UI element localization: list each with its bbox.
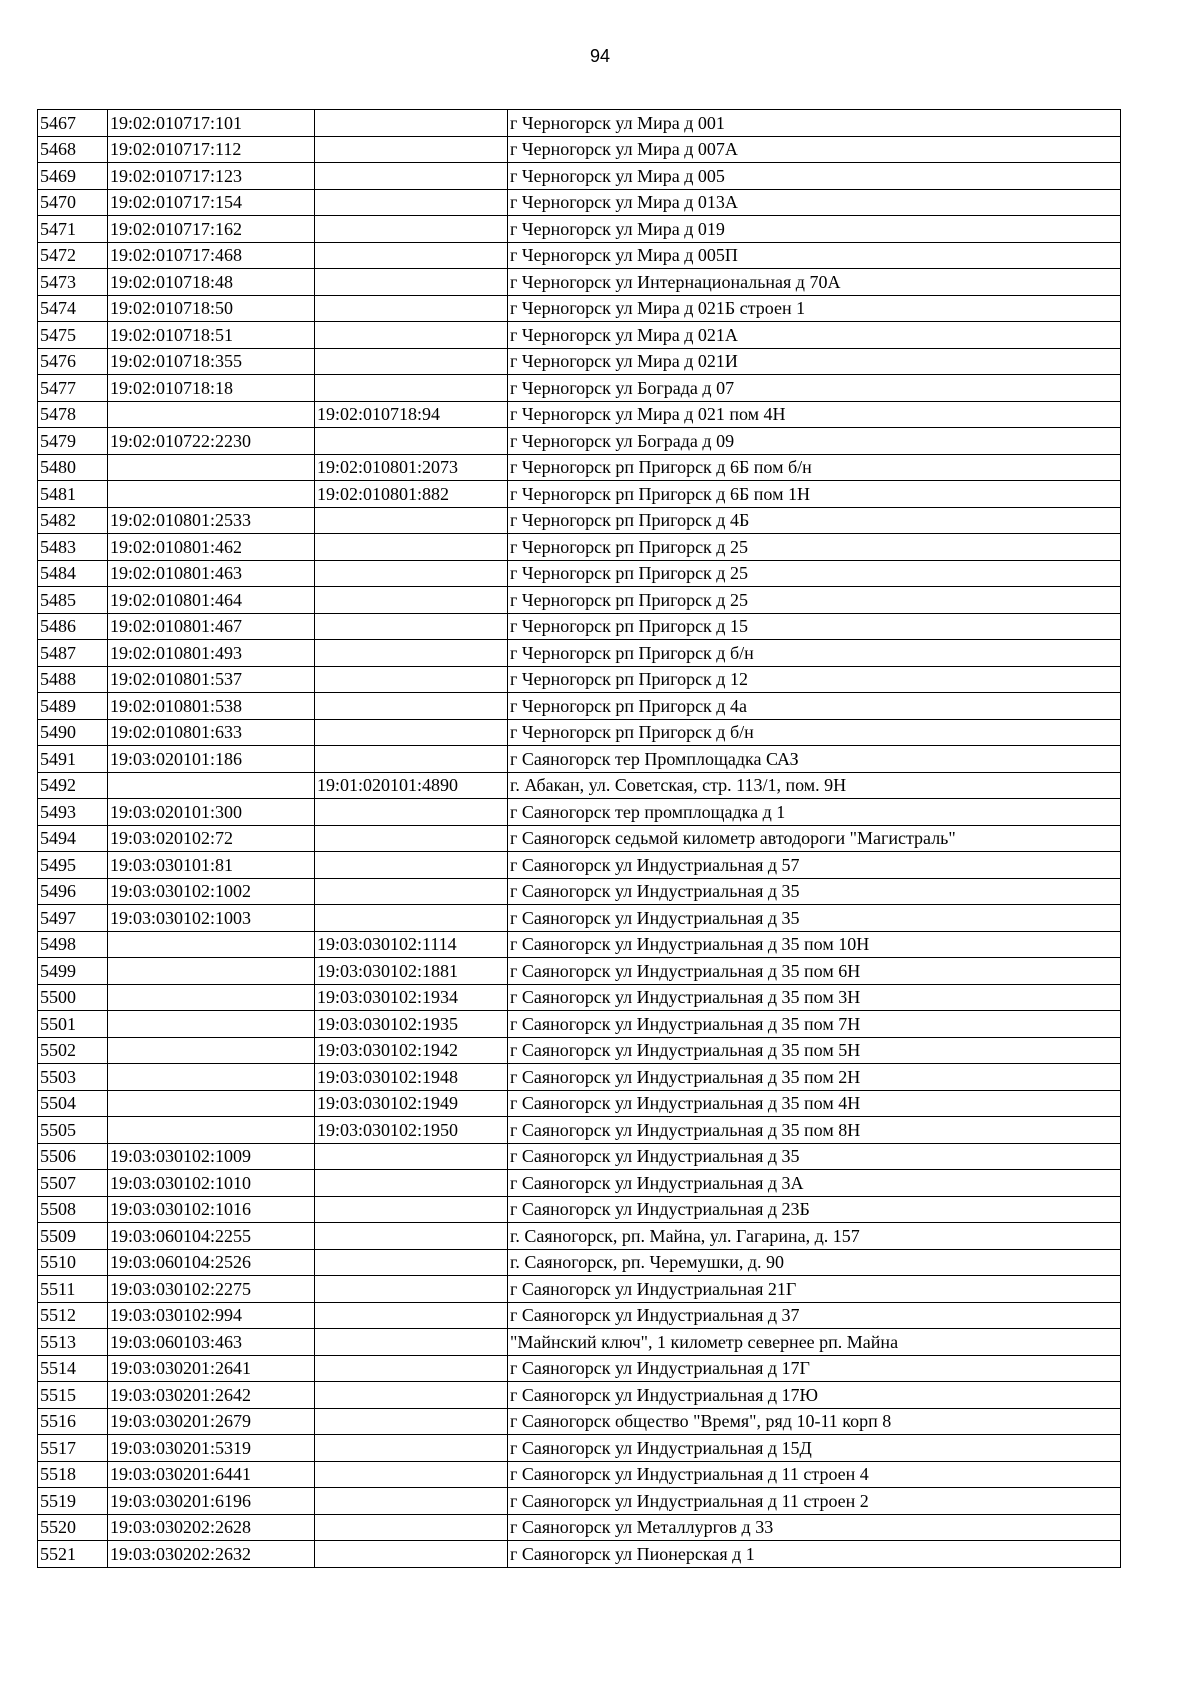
row-number-cell: 5482 xyxy=(38,507,108,534)
building-cadastral-number-cell: 19:03:030102:1942 xyxy=(315,1037,508,1064)
table-row xyxy=(38,1170,1121,1197)
building-cadastral-number-cell xyxy=(315,825,508,852)
address-cell: г Саяногорск ул Индустриальная д 35 пом 5Н xyxy=(508,1037,1121,1064)
building-cadastral-number-cell xyxy=(315,1170,508,1197)
table-row xyxy=(38,136,1121,163)
building-cadastral-number-cell: 19:03:030102:1934 xyxy=(315,984,508,1011)
building-cadastral-number-cell xyxy=(315,136,508,163)
address-cell: г Саяногорск ул Металлургов д 33 xyxy=(508,1514,1121,1541)
building-cadastral-number-cell xyxy=(315,693,508,720)
land-cadastral-number-cell: 19:03:030201:6196 xyxy=(108,1488,315,1515)
table-row xyxy=(38,799,1121,826)
registry-body xyxy=(38,110,1121,1568)
row-number-cell: 5515 xyxy=(38,1382,108,1409)
table-row xyxy=(38,693,1121,720)
table-row xyxy=(38,905,1121,932)
address-cell: г Черногорск рп Пригорск д 4а xyxy=(508,693,1121,720)
land-cadastral-number-cell: 19:02:010718:18 xyxy=(108,375,315,402)
table-row xyxy=(38,1408,1121,1435)
address-cell: г Черногорск ул Мира д 021 пом 4Н xyxy=(508,401,1121,428)
land-cadastral-number-cell: 19:02:010801:538 xyxy=(108,693,315,720)
table-row xyxy=(38,772,1121,799)
address-cell: г Черногорск рп Пригорск д б/н xyxy=(508,719,1121,746)
land-cadastral-number-cell: 19:02:010717:468 xyxy=(108,242,315,269)
row-number-cell: 5489 xyxy=(38,693,108,720)
row-number-cell: 5509 xyxy=(38,1223,108,1250)
land-cadastral-number-cell: 19:03:030102:994 xyxy=(108,1302,315,1329)
row-number-cell: 5500 xyxy=(38,984,108,1011)
building-cadastral-number-cell xyxy=(315,1223,508,1250)
row-number-cell: 5513 xyxy=(38,1329,108,1356)
table-row xyxy=(38,1196,1121,1223)
land-cadastral-number-cell: 19:03:030102:1002 xyxy=(108,878,315,905)
building-cadastral-number-cell xyxy=(315,295,508,322)
building-cadastral-number-cell xyxy=(315,1355,508,1382)
table-row xyxy=(38,481,1121,508)
table-row xyxy=(38,216,1121,243)
building-cadastral-number-cell xyxy=(315,1514,508,1541)
row-number-cell: 5514 xyxy=(38,1355,108,1382)
row-number-cell: 5512 xyxy=(38,1302,108,1329)
row-number-cell: 5517 xyxy=(38,1435,108,1462)
building-cadastral-number-cell xyxy=(315,1488,508,1515)
row-number-cell: 5504 xyxy=(38,1090,108,1117)
building-cadastral-number-cell: 19:03:030102:1950 xyxy=(315,1117,508,1144)
land-cadastral-number-cell xyxy=(108,1064,315,1091)
address-cell: г Саяногорск ул Индустриальная д 35 пом 7Н xyxy=(508,1011,1121,1038)
table-row xyxy=(38,1143,1121,1170)
land-cadastral-number-cell: 19:02:010801:493 xyxy=(108,640,315,667)
row-number-cell: 5510 xyxy=(38,1249,108,1276)
building-cadastral-number-cell xyxy=(315,1541,508,1568)
row-number-cell: 5474 xyxy=(38,295,108,322)
address-cell: г Черногорск ул Мира д 013А xyxy=(508,189,1121,216)
table-row xyxy=(38,587,1121,614)
page-number: 94 xyxy=(589,46,611,66)
row-number-cell: 5518 xyxy=(38,1461,108,1488)
address-cell: г. Саяногорск, рп. Черемушки, д. 90 xyxy=(508,1249,1121,1276)
land-cadastral-number-cell xyxy=(108,958,315,985)
table-row xyxy=(38,958,1121,985)
building-cadastral-number-cell xyxy=(315,1461,508,1488)
row-number-cell: 5472 xyxy=(38,242,108,269)
row-number-cell: 5511 xyxy=(38,1276,108,1303)
building-cadastral-number-cell xyxy=(315,348,508,375)
land-cadastral-number-cell: 19:02:010718:51 xyxy=(108,322,315,349)
row-number-cell: 5516 xyxy=(38,1408,108,1435)
table-row xyxy=(38,1355,1121,1382)
address-cell: г Саяногорск ул Индустриальная д 23Б xyxy=(508,1196,1121,1223)
building-cadastral-number-cell xyxy=(315,375,508,402)
address-cell: г Саяногорск ул Индустриальная д 35 пом 10Н xyxy=(508,931,1121,958)
address-cell: г Черногорск ул Мира д 019 xyxy=(508,216,1121,243)
land-cadastral-number-cell xyxy=(108,984,315,1011)
address-cell: г Черногорск ул Мира д 007А xyxy=(508,136,1121,163)
land-cadastral-number-cell: 19:02:010718:48 xyxy=(108,269,315,296)
row-number-cell: 5488 xyxy=(38,666,108,693)
building-cadastral-number-cell xyxy=(315,560,508,587)
address-cell: г Черногорск ул Интернациональная д 70А xyxy=(508,269,1121,296)
table-row xyxy=(38,507,1121,534)
land-cadastral-number-cell: 19:02:010718:355 xyxy=(108,348,315,375)
building-cadastral-number-cell xyxy=(315,666,508,693)
land-cadastral-number-cell: 19:02:010717:154 xyxy=(108,189,315,216)
table-row xyxy=(38,1064,1121,1091)
row-number-cell: 5503 xyxy=(38,1064,108,1091)
table-row xyxy=(38,719,1121,746)
table-row xyxy=(38,1488,1121,1515)
land-cadastral-number-cell: 19:03:030201:5319 xyxy=(108,1435,315,1462)
row-number-cell: 5478 xyxy=(38,401,108,428)
table-row xyxy=(38,878,1121,905)
building-cadastral-number-cell xyxy=(315,322,508,349)
land-cadastral-number-cell xyxy=(108,772,315,799)
land-cadastral-number-cell: 19:03:030102:2275 xyxy=(108,1276,315,1303)
row-number-cell: 5502 xyxy=(38,1037,108,1064)
building-cadastral-number-cell: 19:03:030102:1949 xyxy=(315,1090,508,1117)
land-cadastral-number-cell: 19:03:030201:2679 xyxy=(108,1408,315,1435)
land-cadastral-number-cell: 19:03:030202:2628 xyxy=(108,1514,315,1541)
row-number-cell: 5481 xyxy=(38,481,108,508)
table-row xyxy=(38,242,1121,269)
row-number-cell: 5496 xyxy=(38,878,108,905)
address-cell: г Саяногорск седьмой километр автодороги "Магистраль" xyxy=(508,825,1121,852)
building-cadastral-number-cell: 19:03:030102:1948 xyxy=(315,1064,508,1091)
table-row xyxy=(38,1541,1121,1568)
address-cell: г Черногорск ул Бограда д 07 xyxy=(508,375,1121,402)
building-cadastral-number-cell xyxy=(315,1329,508,1356)
address-cell: "Майнский ключ", 1 километр севернее рп. Майна xyxy=(508,1329,1121,1356)
table-row xyxy=(38,1011,1121,1038)
row-number-cell: 5497 xyxy=(38,905,108,932)
building-cadastral-number-cell xyxy=(315,613,508,640)
land-cadastral-number-cell: 19:03:030102:1009 xyxy=(108,1143,315,1170)
row-number-cell: 5508 xyxy=(38,1196,108,1223)
address-cell: г Саяногорск тер Промплощадка САЗ xyxy=(508,746,1121,773)
address-cell: г Саяногорск ул Индустриальная д 3А xyxy=(508,1170,1121,1197)
building-cadastral-number-cell xyxy=(315,1408,508,1435)
row-number-cell: 5467 xyxy=(38,110,108,137)
table-row xyxy=(38,1276,1121,1303)
building-cadastral-number-cell: 19:02:010718:94 xyxy=(315,401,508,428)
building-cadastral-number-cell: 19:03:030102:1114 xyxy=(315,931,508,958)
building-cadastral-number-cell xyxy=(315,163,508,190)
address-cell: г Черногорск ул Мира д 005П xyxy=(508,242,1121,269)
building-cadastral-number-cell: 19:02:010801:2073 xyxy=(315,454,508,481)
land-cadastral-number-cell xyxy=(108,454,315,481)
table-row xyxy=(38,984,1121,1011)
row-number-cell: 5521 xyxy=(38,1541,108,1568)
table-row xyxy=(38,1249,1121,1276)
address-cell: г Саяногорск ул Индустриальная 21Г xyxy=(508,1276,1121,1303)
table-row xyxy=(38,560,1121,587)
table-row xyxy=(38,189,1121,216)
land-cadastral-number-cell: 19:03:030201:6441 xyxy=(108,1461,315,1488)
land-cadastral-number-cell: 19:03:020101:186 xyxy=(108,746,315,773)
row-number-cell: 5507 xyxy=(38,1170,108,1197)
building-cadastral-number-cell xyxy=(315,878,508,905)
building-cadastral-number-cell: 19:01:020101:4890 xyxy=(315,772,508,799)
land-cadastral-number-cell xyxy=(108,1090,315,1117)
row-number-cell: 5475 xyxy=(38,322,108,349)
address-cell: г Саяногорск ул Индустриальная д 57 xyxy=(508,852,1121,879)
row-number-cell: 5505 xyxy=(38,1117,108,1144)
land-cadastral-number-cell: 19:03:030102:1003 xyxy=(108,905,315,932)
table-row xyxy=(38,110,1121,137)
address-cell: г Саяногорск ул Индустриальная д 35 xyxy=(508,878,1121,905)
building-cadastral-number-cell xyxy=(315,507,508,534)
land-cadastral-number-cell: 19:02:010801:633 xyxy=(108,719,315,746)
address-cell: г Саяногорск ул Индустриальная д 15Д xyxy=(508,1435,1121,1462)
building-cadastral-number-cell xyxy=(315,1249,508,1276)
address-cell: г Саяногорск тер промплощадка д 1 xyxy=(508,799,1121,826)
address-cell: г Черногорск рп Пригорск д 12 xyxy=(508,666,1121,693)
row-number-cell: 5476 xyxy=(38,348,108,375)
land-cadastral-number-cell xyxy=(108,1037,315,1064)
land-cadastral-number-cell: 19:03:060104:2526 xyxy=(108,1249,315,1276)
land-cadastral-number-cell: 19:03:020101:300 xyxy=(108,799,315,826)
row-number-cell: 5506 xyxy=(38,1143,108,1170)
land-cadastral-number-cell: 19:03:020102:72 xyxy=(108,825,315,852)
row-number-cell: 5486 xyxy=(38,613,108,640)
address-cell: г Саяногорск ул Индустриальная д 35 пом 4Н xyxy=(508,1090,1121,1117)
table-row xyxy=(38,746,1121,773)
table-row xyxy=(38,1090,1121,1117)
building-cadastral-number-cell xyxy=(315,1143,508,1170)
row-number-cell: 5485 xyxy=(38,587,108,614)
address-cell: г Черногорск рп Пригорск д 25 xyxy=(508,560,1121,587)
building-cadastral-number-cell xyxy=(315,905,508,932)
table-row xyxy=(38,931,1121,958)
land-cadastral-number-cell: 19:02:010801:462 xyxy=(108,534,315,561)
land-cadastral-number-cell xyxy=(108,931,315,958)
building-cadastral-number-cell xyxy=(315,110,508,137)
table-row xyxy=(38,454,1121,481)
table-row xyxy=(38,534,1121,561)
address-cell: г Саяногорск ул Индустриальная д 35 пом 6Н xyxy=(508,958,1121,985)
table-row xyxy=(38,1514,1121,1541)
address-cell: г. Абакан, ул. Советская, стр. 113/1, пом. 9Н xyxy=(508,772,1121,799)
table-row xyxy=(38,852,1121,879)
address-cell: г Черногорск рп Пригорск д 6Б пом 1Н xyxy=(508,481,1121,508)
land-cadastral-number-cell: 19:02:010801:467 xyxy=(108,613,315,640)
table-row xyxy=(38,1435,1121,1462)
row-number-cell: 5487 xyxy=(38,640,108,667)
address-cell: г Саяногорск общество "Время", ряд 10-11 корп 8 xyxy=(508,1408,1121,1435)
address-cell: г. Саяногорск, рп. Майна, ул. Гагарина, д. 157 xyxy=(508,1223,1121,1250)
building-cadastral-number-cell xyxy=(315,189,508,216)
row-number-cell: 5499 xyxy=(38,958,108,985)
land-cadastral-number-cell: 19:02:010801:463 xyxy=(108,560,315,587)
building-cadastral-number-cell xyxy=(315,719,508,746)
land-cadastral-number-cell: 19:03:030201:2642 xyxy=(108,1382,315,1409)
row-number-cell: 5484 xyxy=(38,560,108,587)
table-row xyxy=(38,163,1121,190)
table-row xyxy=(38,428,1121,455)
table-row xyxy=(38,640,1121,667)
address-cell: г Черногорск ул Мира д 021Б строен 1 xyxy=(508,295,1121,322)
land-cadastral-number-cell: 19:03:030102:1016 xyxy=(108,1196,315,1223)
table-row xyxy=(38,1382,1121,1409)
row-number-cell: 5477 xyxy=(38,375,108,402)
building-cadastral-number-cell xyxy=(315,587,508,614)
building-cadastral-number-cell xyxy=(315,746,508,773)
table-row xyxy=(38,666,1121,693)
row-number-cell: 5493 xyxy=(38,799,108,826)
building-cadastral-number-cell xyxy=(315,534,508,561)
property-registry-table xyxy=(37,109,1121,1568)
table-row xyxy=(38,1461,1121,1488)
building-cadastral-number-cell xyxy=(315,1276,508,1303)
row-number-cell: 5492 xyxy=(38,772,108,799)
building-cadastral-number-cell xyxy=(315,269,508,296)
table-row xyxy=(38,375,1121,402)
building-cadastral-number-cell xyxy=(315,640,508,667)
table-row xyxy=(38,295,1121,322)
address-cell: г Саяногорск ул Индустриальная д 11 строен 4 xyxy=(508,1461,1121,1488)
table-row xyxy=(38,1329,1121,1356)
row-number-cell: 5479 xyxy=(38,428,108,455)
address-cell: г Саяногорск ул Пионерская д 1 xyxy=(508,1541,1121,1568)
address-cell: г Черногорск рп Пригорск д 25 xyxy=(508,534,1121,561)
table-row xyxy=(38,269,1121,296)
row-number-cell: 5498 xyxy=(38,931,108,958)
land-cadastral-number-cell: 19:02:010717:112 xyxy=(108,136,315,163)
row-number-cell: 5495 xyxy=(38,852,108,879)
row-number-cell: 5470 xyxy=(38,189,108,216)
address-cell: г Саяногорск ул Индустриальная д 35 пом 8Н xyxy=(508,1117,1121,1144)
building-cadastral-number-cell xyxy=(315,852,508,879)
land-cadastral-number-cell: 19:03:030202:2632 xyxy=(108,1541,315,1568)
building-cadastral-number-cell: 19:03:030102:1881 xyxy=(315,958,508,985)
row-number-cell: 5483 xyxy=(38,534,108,561)
address-cell: г Саяногорск ул Индустриальная д 35 пом 3Н xyxy=(508,984,1121,1011)
land-cadastral-number-cell: 19:02:010722:2230 xyxy=(108,428,315,455)
address-cell: г Саяногорск ул Индустриальная д 35 пом 2Н xyxy=(508,1064,1121,1091)
table-row xyxy=(38,348,1121,375)
building-cadastral-number-cell xyxy=(315,799,508,826)
row-number-cell: 5468 xyxy=(38,136,108,163)
address-cell: г Саяногорск ул Индустриальная д 17Г xyxy=(508,1355,1121,1382)
row-number-cell: 5491 xyxy=(38,746,108,773)
land-cadastral-number-cell: 19:03:060103:463 xyxy=(108,1329,315,1356)
land-cadastral-number-cell: 19:03:060104:2255 xyxy=(108,1223,315,1250)
address-cell: г Черногорск ул Мира д 001 xyxy=(508,110,1121,137)
building-cadastral-number-cell xyxy=(315,1302,508,1329)
table-row xyxy=(38,1223,1121,1250)
building-cadastral-number-cell xyxy=(315,1435,508,1462)
land-cadastral-number-cell: 19:02:010717:101 xyxy=(108,110,315,137)
land-cadastral-number-cell xyxy=(108,1011,315,1038)
address-cell: г Черногорск ул Бограда д 09 xyxy=(508,428,1121,455)
land-cadastral-number-cell: 19:02:010801:537 xyxy=(108,666,315,693)
table-row xyxy=(38,825,1121,852)
address-cell: г Саяногорск ул Индустриальная д 11 строен 2 xyxy=(508,1488,1121,1515)
building-cadastral-number-cell xyxy=(315,428,508,455)
table-row xyxy=(38,1117,1121,1144)
table-row xyxy=(38,322,1121,349)
building-cadastral-number-cell xyxy=(315,242,508,269)
table-row xyxy=(38,401,1121,428)
address-cell: г Черногорск рп Пригорск д 6Б пом б/н xyxy=(508,454,1121,481)
table-row xyxy=(38,1037,1121,1064)
land-cadastral-number-cell: 19:02:010717:123 xyxy=(108,163,315,190)
address-cell: г Черногорск рп Пригорск д 15 xyxy=(508,613,1121,640)
land-cadastral-number-cell: 19:02:010717:162 xyxy=(108,216,315,243)
address-cell: г Черногорск ул Мира д 005 xyxy=(508,163,1121,190)
address-cell: г Черногорск ул Мира д 021А xyxy=(508,322,1121,349)
address-cell: г Черногорск ул Мира д 021И xyxy=(508,348,1121,375)
address-cell: г Черногорск рп Пригорск д 4Б xyxy=(508,507,1121,534)
row-number-cell: 5494 xyxy=(38,825,108,852)
land-cadastral-number-cell: 19:02:010718:50 xyxy=(108,295,315,322)
building-cadastral-number-cell: 19:02:010801:882 xyxy=(315,481,508,508)
row-number-cell: 5519 xyxy=(38,1488,108,1515)
row-number-cell: 5520 xyxy=(38,1514,108,1541)
land-cadastral-number-cell xyxy=(108,1117,315,1144)
land-cadastral-number-cell xyxy=(108,481,315,508)
address-cell: г Черногорск рп Пригорск д 25 xyxy=(508,587,1121,614)
address-cell: г Саяногорск ул Индустриальная д 35 xyxy=(508,905,1121,932)
row-number-cell: 5480 xyxy=(38,454,108,481)
land-cadastral-number-cell xyxy=(108,401,315,428)
building-cadastral-number-cell xyxy=(315,1196,508,1223)
address-cell: г Саяногорск ул Индустриальная д 35 xyxy=(508,1143,1121,1170)
row-number-cell: 5501 xyxy=(38,1011,108,1038)
building-cadastral-number-cell xyxy=(315,216,508,243)
address-cell: г Черногорск рп Пригорск д б/н xyxy=(508,640,1121,667)
row-number-cell: 5471 xyxy=(38,216,108,243)
building-cadastral-number-cell xyxy=(315,1382,508,1409)
land-cadastral-number-cell: 19:02:010801:464 xyxy=(108,587,315,614)
land-cadastral-number-cell: 19:03:030102:1010 xyxy=(108,1170,315,1197)
land-cadastral-number-cell: 19:03:030101:81 xyxy=(108,852,315,879)
row-number-cell: 5469 xyxy=(38,163,108,190)
building-cadastral-number-cell: 19:03:030102:1935 xyxy=(315,1011,508,1038)
address-cell: г Саяногорск ул Индустриальная д 17Ю xyxy=(508,1382,1121,1409)
address-cell: г Саяногорск ул Индустриальная д 37 xyxy=(508,1302,1121,1329)
land-cadastral-number-cell: 19:03:030201:2641 xyxy=(108,1355,315,1382)
table-row xyxy=(38,613,1121,640)
land-cadastral-number-cell: 19:02:010801:2533 xyxy=(108,507,315,534)
table-row xyxy=(38,1302,1121,1329)
row-number-cell: 5473 xyxy=(38,269,108,296)
row-number-cell: 5490 xyxy=(38,719,108,746)
